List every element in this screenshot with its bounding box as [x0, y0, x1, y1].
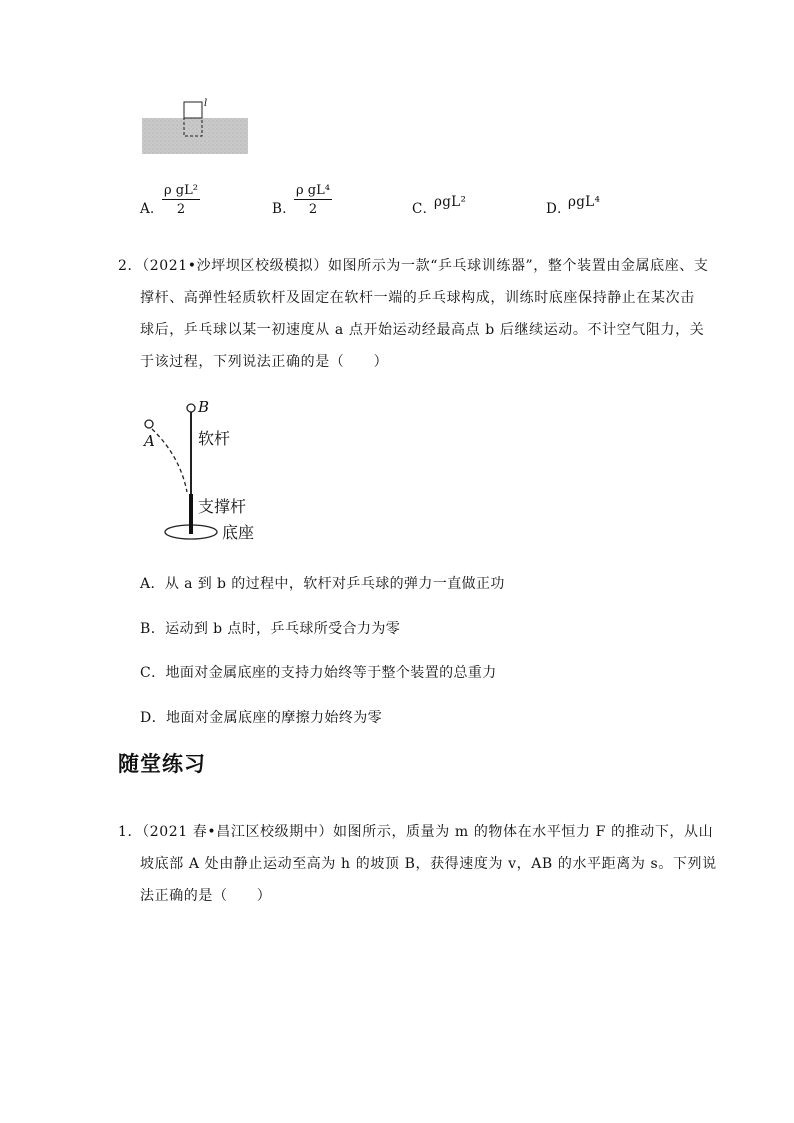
- option-a-numerator: ρ gL²: [164, 183, 198, 198]
- label-a: A: [144, 432, 155, 450]
- question-2-line-2: 撑杆、高弹性轻质软杆及固定在软杆一端的乒乓球构成，训练时底座保持静止在某次击: [140, 290, 695, 306]
- option-a-fraction: [162, 183, 200, 217]
- length-label: l: [204, 98, 208, 109]
- option-c-text: ρgL²: [434, 194, 467, 210]
- question-3-line-3: 法正确的是（ ）: [140, 888, 272, 904]
- label-support-rod: 支撑杆: [198, 497, 247, 516]
- label-b: B: [198, 398, 210, 416]
- trajectory-dashed: [152, 429, 187, 492]
- question-3-line-1: 1．（2021 春•昌江区校级期中）如图所示，质量为 m 的物体在水平恒力 F 的推动下，从山: [118, 824, 714, 840]
- ball-a: [145, 420, 153, 428]
- option-d-text: ρgL⁴: [568, 194, 601, 210]
- option-b-denominator: 2: [308, 202, 318, 217]
- option-b-numerator: ρ gL⁴: [296, 183, 330, 198]
- option-c-letter[interactable]: C．: [412, 201, 437, 217]
- option-a-denominator: 2: [176, 202, 186, 217]
- block-above-liquid: [184, 102, 202, 118]
- option-d-letter[interactable]: D．: [546, 201, 571, 217]
- option-b-fraction: [294, 183, 332, 217]
- question-2-option-a[interactable]: A．从 a 到 b 的过程中，软杆对乒乓球的弹力一直做正功: [140, 576, 505, 592]
- ball-b: [187, 404, 195, 412]
- question-2-option-b[interactable]: B．运动到 b 点时，乒乓球所受合力为零: [140, 621, 401, 637]
- question-3-line-2: 坡底部 A 处由静止运动至高为 h 的坡顶 B，获得速度为 v，AB 的水平距离为 s。下列说: [140, 856, 717, 872]
- ping-pong-trainer-figure: [140, 396, 270, 546]
- question-2-line-1: 2．（2021•沙坪坝区校级模拟）如图所示为一款“乒乓球训练器”，整个装置由金属底座、支: [118, 258, 709, 274]
- option-a-letter[interactable]: A．: [140, 201, 164, 217]
- question-2-option-c[interactable]: C．地面对金属底座的支持力始终等于整个装置的总重力: [140, 665, 497, 681]
- label-soft-rod: 软杆: [198, 429, 231, 448]
- question-2-line-4: 于该过程，下列说法正确的是（ ）: [140, 354, 389, 370]
- question-2-line-3: 球后，乒乓球以某一初速度从 a 点开始运动经最高点 b 后继续运动。不计空气阻力，关: [140, 322, 705, 338]
- label-base: 底座: [222, 523, 255, 542]
- block-in-liquid-figure: [140, 96, 250, 156]
- section-title: 随堂练习: [118, 752, 206, 776]
- question-2-option-d[interactable]: D．地面对金属底座的摩擦力始终为零: [140, 710, 383, 726]
- option-b-letter[interactable]: B．: [272, 201, 297, 217]
